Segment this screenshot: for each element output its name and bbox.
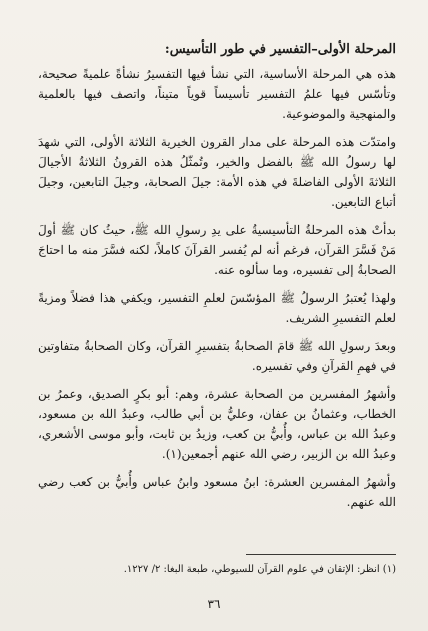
paragraph-1: هذه هي المرحلة الأساسية، التي نشأ فيها التفسيرُ نشأةً علميةً صحيحة، وتأسّس فيها علمُ التفسير تأسيساً قوياً متيناً، واتصف فيها بالعلمية والمنهجية والموضوعية. (38, 67, 396, 121)
paragraph-7: وأشهرُ المفسرين العشرة: ابنُ مسعود وابنُ عباس وأُبيُّ بن كعب رضي الله عنهم. (38, 475, 396, 509)
paragraph-2: وامتدّت هذه المرحلة على مدار القرون الخيرية الثلاثة الأولى، التي شهدَ لها رسولُ الله ﷺ بالفضل والخير، وتُمثّلُ هذه القرونُ الثلاثةُ الأجيالَ الثلاثةَ الأولى الفاضلةَ في هذه الأمة: جيلَ الصحابة، وجيلَ التابعين، وجيلَ أتباع التابعين. (38, 135, 396, 209)
paragraph-5: وبعدَ رسولِ الله ﷺ قامَ الصحابةُ بتفسيرِ القرآن، وكان الصحابةُ متفاوتين في فهمِ القرآنِ وفي تفسيره. (38, 339, 396, 373)
page-number: ٣٦ (207, 597, 221, 611)
page-body (38, 40, 396, 520)
paragraph-6: وأشهرُ المفسرين من الصحابة عشرة، وهم: أبو بكرٍ الصديق، وعمرُ بن الخطاب، وعثمانُ بن عفان، وعليُّ بن أبي طالب، وعبدُ الله بن مسعود، وعبدُ الله بن عباس، وأُبيُّ بن كعب، وزيدُ بن ثابت، وأبو موسى الأشعري، وعبدُ الله بن الزبير، رضي الله عنهم أجمعين(١). (38, 387, 396, 461)
footnote: (١) انظر: الإتقان في علوم القرآن للسيوطي، طبعة البغا: ٢/ ١٢٢٧. (123, 564, 396, 575)
footnote-divider (246, 554, 396, 555)
paragraph-4: ولهذا يُعتبرُ الرسولُ ﷺ المؤسّسَ لعلمِ التفسير، ويكفي هذا فضلاً ومزيةً لعلم التفسيرِ الشريف. (38, 291, 396, 325)
section-heading: المرحلة الأولى–التفسير في طور التأسيس: (164, 42, 396, 57)
paragraph-3: بدأتْ هذه المرحلةُ التأسيسيةُ على يدِ رسولِ الله ﷺ، حيثُ كان ﷺ أولَ مَنْ فَسَّرَ القرآن، فرغم أنه لم يُفسر القرآنَ كاملاً، لكنه فسَّرَ منه ما احتاجَ الصحابةُ إلى تفسيره، وما سألوه عنه. (38, 223, 396, 277)
